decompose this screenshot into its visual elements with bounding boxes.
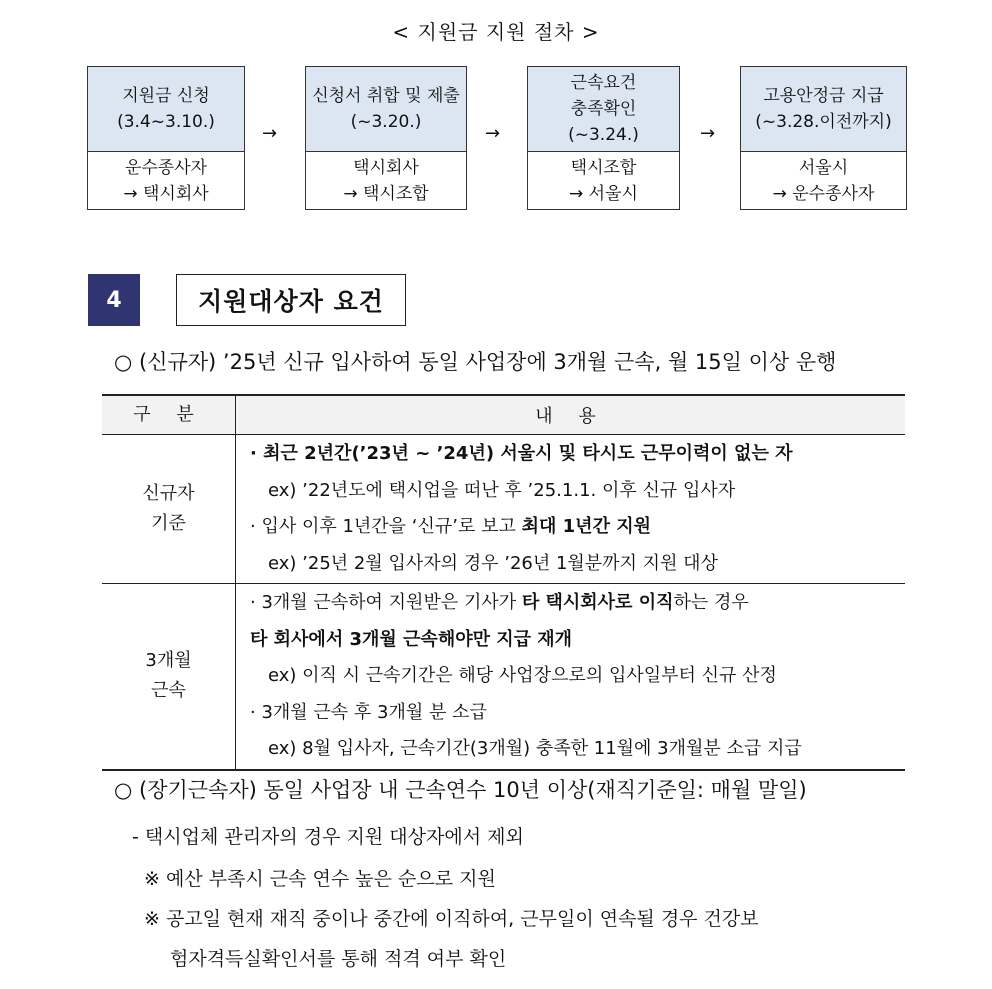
note-ref-1: ※ 예산 부족시 근속 연수 높은 순으로 지원 xyxy=(144,868,496,890)
bullet-long-term: ○ (장기근속자) 동일 사업장 내 근속연수 10년 이상(재직기준일: 매월 말일) xyxy=(114,778,807,802)
requirements-table xyxy=(102,394,905,771)
content-line: 타 회사에서 3개월 근속해야만 지급 재개 xyxy=(250,628,573,650)
step-from: 택시회사 xyxy=(353,158,419,178)
step-name: 지원금 신청 xyxy=(122,86,210,106)
process-step-collect xyxy=(305,66,467,210)
arrow-icon: → xyxy=(700,123,716,144)
step-to: → 택시조합 xyxy=(343,184,429,204)
row-content xyxy=(236,435,906,584)
row-label: 신규자 기준 xyxy=(102,435,236,584)
process-title: < 지원금 지원 절차 > xyxy=(392,20,600,44)
row-label: 3개월 근속 xyxy=(102,584,236,770)
step-to: → 서울시 xyxy=(569,184,638,204)
content-line: ex) ’25년 2월 입사자의 경우 ’26년 1월분까지 지원 대상 xyxy=(268,552,718,574)
bullet-new-hire: ○ (신규자) ’25년 신규 입사하여 동일 사업장에 3개월 근속, 월 15일 이상 운행 xyxy=(114,350,837,374)
content-line: · 최근 2년간(’23년 ~ ’24년) 서울시 및 타시도 근무이력이 없는 자 xyxy=(250,443,793,464)
process-step-apply xyxy=(87,66,245,210)
step-to: → 택시회사 xyxy=(123,184,209,204)
step-date: (~3.28.이전까지) xyxy=(755,112,892,132)
content-line: ex) 이직 시 근속기간은 해당 사업장으로의 입사일부터 신규 산정 xyxy=(268,665,777,686)
step-to: → 운수종사자 xyxy=(772,184,875,204)
step-date: (~3.20.) xyxy=(350,112,422,132)
note-ref-2-cont: 험자격득실확인서를 통해 적격 여부 확인 xyxy=(170,948,507,970)
table-row xyxy=(102,584,905,770)
row-content xyxy=(236,584,906,770)
step-name: 고용안정금 지급 xyxy=(763,86,884,106)
step-from: 운수종사자 xyxy=(124,158,208,178)
content-line: ex) 8월 입사자, 근속기간(3개월) 충족한 11월에 3개월분 소급 지급 xyxy=(268,738,802,759)
table-row xyxy=(102,435,905,584)
content-line: · 3개월 근속하여 지원받은 기사가 타 택시회사로 이직하는 경우 xyxy=(250,592,749,613)
table-header-category: 구 분 xyxy=(102,395,236,435)
arrow-icon: → xyxy=(485,123,501,144)
step-date: (~3.24.) xyxy=(568,125,639,145)
step-name: 근속요건 xyxy=(570,73,637,93)
section-number: 4 xyxy=(88,274,140,326)
step-name: 신청서 취합 및 제출 xyxy=(312,86,460,106)
arrow-icon: → xyxy=(262,123,278,144)
step-date: (3.4~3.10.) xyxy=(117,112,215,132)
content-line: ex) ’22년도에 택시업을 떠난 후 ’25.1.1. 이후 신규 입사자 xyxy=(268,479,736,501)
step-name-2: 충족확인 xyxy=(570,99,637,119)
note-dash: - 택시업체 관리자의 경우 지원 대상자에서 제외 xyxy=(132,826,524,848)
process-step-verify xyxy=(527,66,680,210)
process-step-pay xyxy=(740,66,907,210)
note-ref-2: ※ 공고일 현재 재직 중이나 중간에 이직하여, 근무일이 연속될 경우 건강보 xyxy=(144,908,759,930)
step-from: 택시조합 xyxy=(570,158,637,178)
content-line: · 입사 이후 1년간을 ‘신규’로 보고 최대 1년간 지원 xyxy=(250,516,651,537)
section-title: 지원대상자 요건 xyxy=(176,274,406,326)
content-line: · 3개월 근속 후 3개월 분 소급 xyxy=(250,701,487,723)
step-from: 서울시 xyxy=(798,158,849,178)
table-header-content: 내 용 xyxy=(236,395,906,435)
